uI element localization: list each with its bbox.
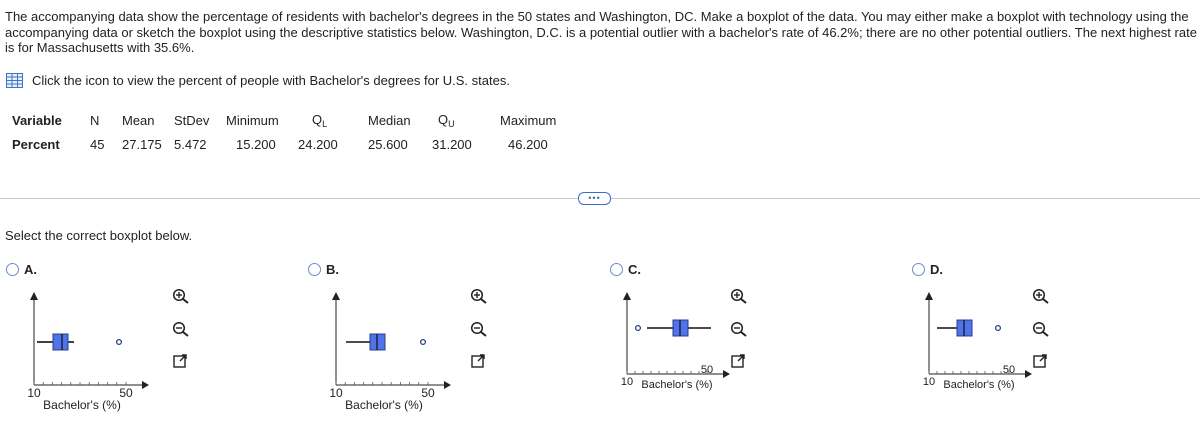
qu-main: Q (438, 111, 449, 127)
option-b[interactable] (308, 262, 608, 425)
option-a-label: A. (24, 262, 37, 277)
x-axis-arrow (1025, 370, 1032, 378)
zoom-in-icon[interactable] (172, 287, 192, 307)
x-axis-arrow (142, 381, 149, 389)
expand-icon[interactable] (470, 353, 490, 373)
header-mean: Mean (122, 112, 155, 128)
boxplot-b (308, 262, 608, 425)
x-tick-label-min: 10 (329, 386, 343, 400)
x-axis-label: Bachelor's (%) (43, 398, 121, 412)
y-axis-arrow (623, 292, 631, 300)
zoom-in-icon[interactable] (1032, 287, 1052, 307)
option-c[interactable] (610, 262, 910, 425)
expand-icon[interactable] (1032, 353, 1052, 373)
y-axis-arrow (332, 292, 340, 300)
header-stdev: StDev (174, 112, 210, 128)
zoom-out-icon[interactable] (470, 320, 490, 340)
outlier-point (996, 326, 1001, 331)
header-ql (298, 108, 368, 132)
header-median: Median (368, 112, 411, 128)
value-maximum: 46.200 (508, 136, 548, 152)
value-variable: Percent (12, 136, 60, 152)
x-tick-label-max: 50 (700, 364, 714, 376)
value-ql: 24.200 (298, 136, 338, 152)
zoom-out-icon[interactable] (1032, 320, 1052, 340)
value-qu: 31.200 (432, 136, 472, 152)
x-tick-label-max: 50 (421, 386, 435, 400)
x-tick-label-min: 10 (922, 376, 936, 388)
zoom-out-icon[interactable] (172, 320, 192, 340)
zoom-out-icon[interactable] (730, 320, 750, 340)
boxplot-a (6, 262, 306, 425)
expand-icon[interactable] (730, 353, 750, 373)
stats-data-row (12, 132, 570, 156)
header-variable: Variable (12, 112, 62, 128)
answer-prompt: Select the correct boxplot below. (5, 228, 193, 243)
ql-main: Q (312, 111, 323, 127)
header-maximum: Maximum (500, 112, 557, 128)
option-d-label: D. (930, 262, 943, 277)
x-axis-label: Bachelor's (%) (345, 398, 423, 412)
boxplot-c (610, 262, 910, 425)
outlier-point (636, 326, 641, 331)
more-button[interactable]: ••• (578, 192, 611, 205)
option-d[interactable] (912, 262, 1200, 425)
qu-sub: U (448, 118, 455, 129)
x-axis-arrow (444, 381, 451, 389)
grid-icon[interactable] (6, 73, 23, 88)
data-table-link[interactable] (6, 73, 510, 88)
header-minimum: Minimum (226, 112, 279, 128)
ql-sub: L (322, 118, 328, 129)
iqr-box (53, 334, 68, 350)
x-tick-label-max: 50 (1002, 364, 1016, 376)
x-tick-label-min: 10 (27, 386, 41, 400)
data-link-text[interactable]: Click the icon to view the percent of people with Bachelor's degrees for U.S. states. (32, 73, 510, 88)
x-tick-label-min: 10 (620, 376, 634, 388)
expand-icon[interactable] (172, 353, 192, 373)
value-n: 45 (90, 136, 105, 152)
x-tick-label-max: 50 (119, 386, 133, 400)
header-qu (432, 108, 500, 132)
header-n: N (90, 112, 100, 128)
x-axis-label: Bachelor's (%) (641, 379, 713, 391)
stats-header-row (12, 108, 570, 132)
value-mean: 27.175 (122, 136, 162, 152)
stats-table (12, 108, 570, 156)
value-minimum: 15.200 (236, 136, 276, 152)
x-axis-arrow (723, 370, 730, 378)
option-a[interactable] (6, 262, 306, 425)
value-median: 25.600 (368, 136, 408, 152)
value-stdev: 5.472 (174, 136, 207, 152)
y-axis-arrow (925, 292, 933, 300)
boxplot-d (912, 262, 1200, 425)
zoom-in-icon[interactable] (470, 287, 490, 307)
outlier-point (117, 340, 122, 345)
x-axis-label: Bachelor's (%) (943, 379, 1015, 391)
zoom-in-icon[interactable] (730, 287, 750, 307)
option-b-label: B. (326, 262, 339, 277)
option-c-label: C. (628, 262, 641, 277)
question-intro: The accompanying data show the percentage of residents with bachelor's degrees in the 50 states and Washington, DC. Make a boxplot of the data. You may either make a boxplot with technology using the accompanying data or sketch the boxplot using the descriptive statistics below. Washington, D.C. is a potential outlier with a bachelor's rate of 46.2%; there are no other potential outliers. The next highest rate is for Massachusetts with 35.6%. (5, 9, 1197, 55)
y-axis-arrow (30, 292, 38, 300)
outlier-point (421, 340, 426, 345)
